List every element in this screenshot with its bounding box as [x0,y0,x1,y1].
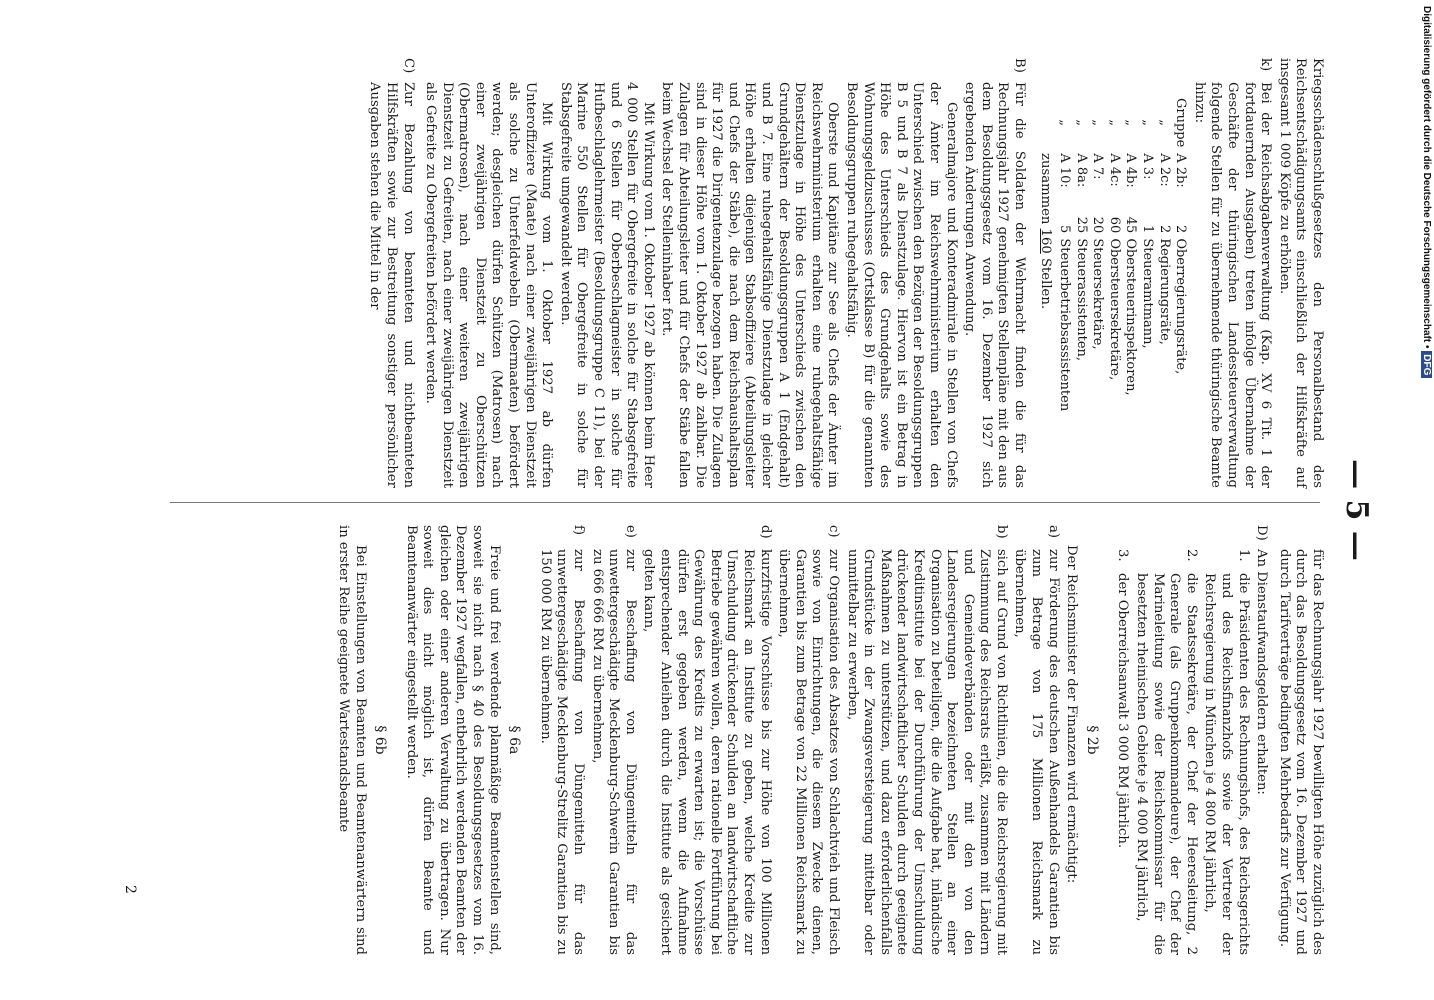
group-title: Oberregierungsräte, [1173,238,1189,375]
section-C [366,58,416,488]
section-k [1190,58,1273,488]
column-divider [170,502,1320,503]
group-title: Steuerbetriebsassistenten [1057,238,1073,412]
table-row [1155,98,1172,417]
group-code: A 4b: [1123,153,1139,188]
group-title: Steuerassistenten, [1073,238,1089,362]
section-B-marker: B) [1011,58,1027,73]
section-B-paragraph-3: Mit Wirkung vom 1. Oktober 1927 ab können beim Heer 4 000 Stellen für Obergefreite in solche für Stabsgefreite und 6 Stellen für Oberbeschlagmeister in solche für Hufbeschlaglehrmeister (Besoldungsgruppe C 11), bei der Marine 550 Stellen für Obergefreite in solche für Stabsgefreite umgewandelt werden. [557,82,656,488]
intro-paragraph: Kriegsschädenschlußgesetzes den Personalbestand des Reichsentschädigungsamts einschließlich der Hilfskräfte auf insgesamt 1 009 Köpfe zu erhöhen. [1276,58,1325,488]
table-row [1122,98,1139,417]
section-D-text: An Dienstaufwandsgeldern erhalten: [1254,549,1270,795]
groups-total [1037,153,1054,488]
section-C-marker: C) [400,58,416,74]
continuation-paragraph: für das Rechnungsjahr 1927 bewilligten Höhe zuzüglich des durch das Besoldungsgesetz vom 16. Dezember 1927 und durch Tarifverträge bedingten Mehrbedarfs zur Verfügung. [1276,549,1325,955]
right-column [332,525,1325,955]
section-C-text: Zur Bezahlung von beamteten und nichtbeamteten Hilfskräften sowie zur Bestreitung sonstiger persönlicher Ausgaben stehen die Mittel in der [367,82,416,488]
list-item-text: zur Beschaffung von Düngemitteln für das unwettergeschädigte Mecklenburg-Strelitz Garantien bis zu 150 000 RM zu übernehmen. [537,549,587,955]
group-count: 5 [1057,225,1073,234]
group-prefix: „ [1090,119,1106,127]
list-item [588,525,638,955]
table-row [1056,98,1073,417]
list-item-text: zur Förderung des deutschen Außenhandels Garantien bis zum Betrage von 175 Millionen Reichsmark zu übernehmen, [1012,549,1061,955]
dfg-logo: DFG [1421,351,1432,378]
digitization-credit-text: Digitalisierung gefördert durch die Deutsche Forschungsgemeinschaft • [1421,6,1432,349]
group-code: A 10: [1057,153,1073,188]
group-title: Obersteuersekretäre, [1106,238,1122,381]
group-code: A 7: [1090,153,1106,180]
left-column [364,58,1325,488]
section-B-paragraph-1: Generalmajore und Konteradmirale in Stellen von Chefs der Ämter im Reichswehrministerium erhalten den Unterschied zwischen den Bezügen der Besoldungsgruppen B 5 und B 7 als Dienstzulage. Hiervon ist ein Betrag in Höhe des Unterschieds des Grundgehalts sowie des Wohnungsgeldzuschusses (Ortsklasse B) für die genannten Besoldungsgruppen ruhegehaltsfähig. [843,82,959,488]
document-page [20,40,1380,980]
table-row [1105,98,1122,417]
section-B [961,58,1027,488]
list-item [640,525,773,955]
table-row [1138,98,1155,417]
group-count: 20 [1090,216,1106,234]
section-B-paragraph-4: Mit Wirkung vom 1. Oktober 1927 ab dürfen Unteroffiziere (Maate) nach einer zweijährigen Dienstzeit als solche zu Unterfeldwebeln (Obermaaten) befördert werden; desgleichen dürfen Schützen (Matrosen) nach einer zweijährigen Dienstzeit zu Oberschützen (Obermatrosen), nach einer weiteren zweijährigen Dienstzeit zu Gefreiten, nach einer zweijährigen Dienstzeit als Gefreite zu Obergefreiten befördert werden. [423,82,555,488]
group-prefix: Gruppe [1173,98,1189,148]
group-prefix: „ [1140,119,1156,127]
table-row [1172,98,1189,417]
list-item-marker: 3. [1115,549,1131,562]
list-item-text: der Oberreichsanwalt 3 000 RM jährlich. [1115,573,1131,849]
list-item [843,525,1009,955]
section-B-text: Für die Soldaten der Wehrmacht finden die für das Rechnungsjahr 1927 genehmigten Stellenpläne mit den aus dem Besoldungsgesetz vom 16. Dezember 1927 sich ergebenden Änderungen Anwendung. [962,82,1027,488]
section-k-marker: k) [1258,58,1274,72]
list-item-text: zur Organisation des Absatzes von Schlachtvieh und Fleisch sowie von Einrichtungen, die diesem Zwecke dienen, Garantien bis zum Betrage von 22 Millionen Reichsmark zu übernehmen, [776,549,841,955]
list-item-marker: 1. [1235,549,1251,562]
list-item [1114,549,1131,955]
section-D-marker: D) [1254,525,1270,541]
list-item-marker: c) [825,525,841,538]
list-item-marker: a) [1045,525,1061,539]
list-item-text: die Präsidenten des Rechnungshofs, des Reichsgerichts und des Reichsfinanzhofs sowie der Vertreter der Reichsregierung in München je 4 800 RM jährlich, [1202,573,1251,955]
page-number-header: — 5 — [1339,459,1374,561]
digitization-credit [1418,6,1434,1000]
group-title: Regierungsräte, [1156,238,1172,345]
total-count: 160 [1038,228,1054,254]
list-item-marker: e) [622,525,638,538]
group-code: A 2b: [1173,153,1189,188]
list-item [775,525,841,955]
group-code: A 2c: [1156,153,1172,187]
group-count: 2 [1156,225,1172,234]
section-6b-paragraph: Bei Einstellungen von Beamten und Beamtenanwärtern sind in erster Reihe geeignete Wartestandsbeamte [335,525,368,955]
group-count: 45 [1123,216,1139,234]
list-item-marker: 2. [1183,549,1199,562]
group-count: 1 [1140,225,1156,234]
signature-mark: 2 [122,885,138,894]
section-heading-6b: § 6b [372,725,389,755]
group-prefix: „ [1106,119,1122,127]
group-prefix: „ [1057,119,1073,127]
table-row [1089,98,1106,417]
list-item [536,525,586,955]
tax-groups-table [1056,98,1189,417]
list-item-marker: f) [571,525,587,536]
list-item-text: die Staatssekretäre, der Chef der Heeresleitung, 2 Generale (als Gruppenkommandeure), der Chef der Marineleitung sowie der Reichskommissar für die besetzten rheinischen Gebiete je 4 000 RM jährlich, [1134,573,1199,955]
digitization-stamp [1418,6,1434,1000]
group-prefix: „ [1156,119,1172,127]
list-item-text: kurzfristige Vorschüsse bis zur Höhe von 100 Millionen Reichsmark an Institute zu geben, welche Kredite zur Umschuldung drückender Schulden an landwirtschaftliche Betriebe gewähren wollen, deren rationelle Fortführung bei Gewährung des Kredits zu erwarten ist; die Vorschüsse dürfen erst gegeben werden, wenn die Aufnahme entsprechender Anleihen durch die Institute als gesichert gelten kann, [641,549,773,955]
section-heading-2b: § 2b [1083,725,1100,755]
list-item [1132,549,1198,955]
table-row [1072,98,1089,417]
group-count: 60 [1106,216,1122,234]
section-2b-intro: Der Reichsminister der Finanzen wird ermächtigt: [1064,545,1080,884]
list-item [1011,525,1061,955]
list-item-marker: b) [993,525,1009,539]
group-code: A 3: [1140,153,1156,180]
section-6a-paragraph: Freie und frei werdende planmäßige Beamtenstellen sind, soweit sie nicht nach § 40 des Besoldungsgesetzes vom 16. Dezember 1927 wegfallen, entbehrlich werdenden Beamten der gleichen oder einer anderen Verwaltung zu übertragen. Nur soweit dies nicht möglich ist, dürfen Beamte und Beamtenanwärter eingestellt werden. [403,525,502,955]
list-item-text: zur Beschaffung von Düngemitteln für das unwettergeschädigte Mecklenburg-Schwerin Garantien bis zu 666 666 RM zu übernehmen, [589,549,638,955]
section-k-text: Bei der Reichsabgabenverwaltung (Kap. XV 6 Tit. 1 der fortdauernden Ausgaben) treten infolge Übernahme der Geschäfte der thüringischen Landessteuerverwaltung folgende Stellen für zu übernehmende thüringische Beamte hinzu: [1191,82,1274,488]
group-prefix: „ [1123,119,1139,127]
group-count: 2 [1173,225,1189,234]
group-title: Obersteuerinspektoren, [1123,238,1139,396]
list-item [1201,549,1251,955]
list-item-text: sich auf Grund von Richtlinien, die die Reichsregierung mit Zustimmung des Reichsrats erläßt, zusammen mit Ländern und Gemeindeverbänden oder mit den von den Landesregierungen bezeichneten Stellen an einer Organisation zu beteiligen, die die Aufgabe hat, inländische Kreditinstitute bei der Durchführung der Umschuldung drückender landwirtschaftlicher Schulden durch geeignete Maßnahmen zu unterstützen, und dazu erforderlichenfalls Grundstücke in der Zwangsversteigerung mittelbar oder unmittelbar zu erwerben, [844,549,1009,955]
group-title: Steuersekretäre, [1090,238,1106,350]
group-title: Steueramtmann, [1140,238,1156,349]
group-prefix: „ [1073,119,1089,127]
group-count: 25 [1073,216,1089,234]
group-code: A 8a: [1073,153,1089,188]
total-suffix: Stellen. [1038,257,1054,310]
list-item-marker: d) [757,525,773,539]
section-heading-6a: § 6a [506,725,523,755]
section-D [1253,525,1270,955]
group-code: A 4c: [1106,153,1122,187]
section-B-paragraph-2: Oberste und Kapitäne zur See als Chefs der Ämter im Reichswehrministerium erhalten eine ruhegehaltsfähige Dienstzulage in Höhe des Unterschieds zwischen den Grundgehältern der Besoldungsgruppen A 1 (Endgehalt) und B 7. Eine ruhegehaltsfähige Dienstzulage in gleicher Höhe erhalten diejenigen Stabsoffiziere (Abteilungsleiter und Chefs der Stäbe), die nach dem Reichshaushaltsplan für 1927 die Dirigentenzulage bezogen haben. Die Zulagen sind in dieser Höhe vom 1. Oktober 1927 ab zahlbar. Die Zulagen für Abteilungsleiter und für Chefs der Stäbe fallen beim Wechsel der Stelleninhaber fort. [659,82,841,488]
total-prefix: zusammen [1038,153,1054,225]
